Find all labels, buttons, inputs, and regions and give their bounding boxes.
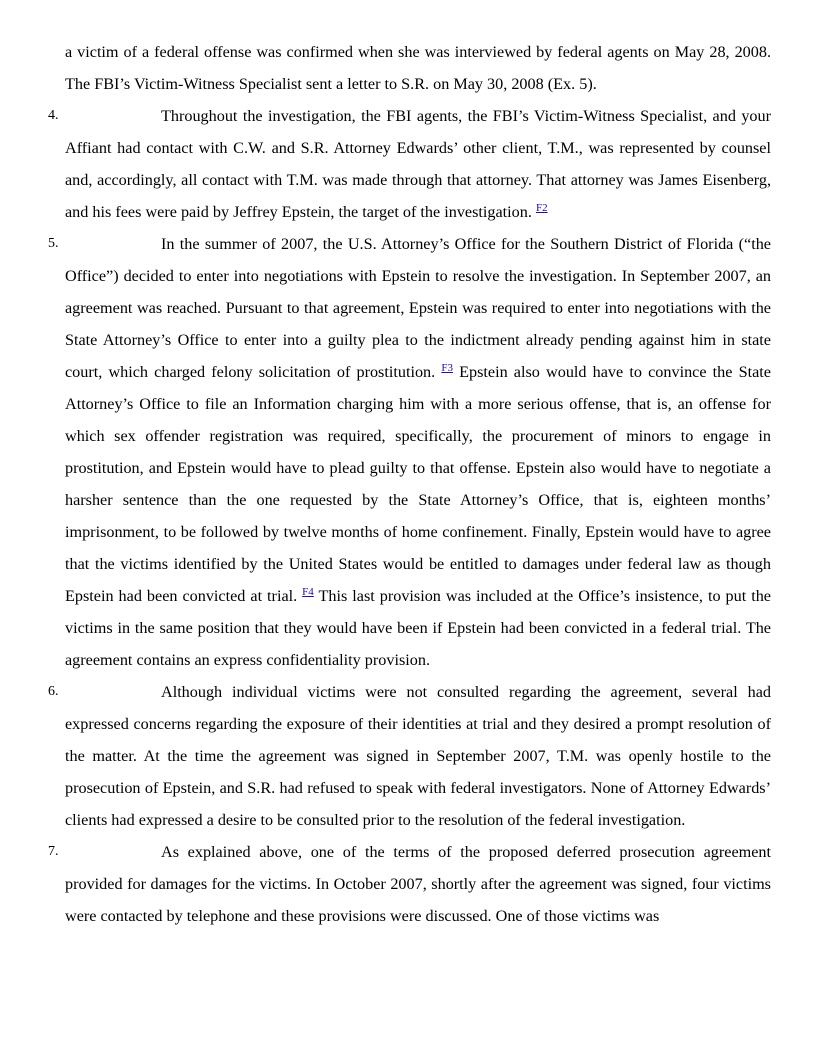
paragraph-text: Although individual victims were not consulted regarding the agreement, several had expressed concerns regarding the exposure of their identities at trial and they desired a prompt resolution of the matter. At the time the agreement was signed in September 2007, T.M. was openly hostile to the prosecution of Epstein, and S.R. had refused to speak with federal investigators. None of Attorney Edwards’ clients had expressed a desire to be consulted prior to the resolution of the federal investigation.	[65, 683, 771, 829]
paragraph-text: a victim of a federal offense was confirmed when she was interviewed by federal agents on May 28, 2008. The FBI’s Victim-Witness Specialist sent a letter to S.R. on May 30, 2008 (Ex. 5).	[65, 43, 771, 93]
document-page	[0, 36, 816, 932]
paragraph-4	[0, 100, 816, 228]
paragraph-text: This last provision was included at the Office’s insistence, to put the victims in the same position that they would have been if Epstein had been convicted in a federal trial. The agreement contains an express confidentiality provision.	[65, 587, 771, 669]
footnote-link-f2[interactable]: F2	[535, 202, 548, 214]
footnote-link-f3[interactable]: F3	[441, 362, 453, 374]
paragraph-number: 4.	[48, 108, 59, 123]
paragraph-5	[0, 228, 816, 676]
paragraph-text: Throughout the investigation, the FBI agents, the FBI’s Victim-Witness Specialist, and your Affiant had contact with C.W. and S.R. Attorney Edwards’ other client, T.M., was represented by counsel and, accordingly, all contact with T.M. was made through that attorney. That attorney was James Eisenberg, and his fees were paid by Jeffrey Epstein, the target of the investigation.	[65, 107, 771, 221]
paragraph-text: In the summer of 2007, the U.S. Attorney’s Office for the Southern District of Florida (“the Office”) decided to enter into negotiations with Epstein to resolve the investigation. In September 2007, an agreement was reached. Pursuant to that agreement, Epstein was required to enter into negotiations with the State Attorney’s Office to enter into a guilty plea to the indictment already pending against him in state court, which charged felony solicitation of prostitution.	[65, 235, 771, 381]
paragraph-number: 6.	[48, 684, 59, 699]
paragraph-text: Epstein also would have to convince the State Attorney’s Office to file an Information charging him with a more serious offense, that is, an offense for which sex offender registration was required, specifically, the procurement of minors to engage in prostitution, and Epstein would have to plead guilty to that offense. Epstein also would have to negotiate a harsher sentence than the one requested by the State Attorney’s Office, that is, eighteen months’ imprisonment, to be followed by twelve months of home confinement. Finally, Epstein would have to agree that the victims identified by the United States would be entitled to damages under federal law as though Epstein had been convicted at trial.	[65, 363, 771, 605]
paragraph-text: As explained above, one of the terms of the proposed deferred prosecution agreement provided for damages for the victims. In October 2007, shortly after the agreement was signed, four victims were contacted by telephone and these provisions were discussed. One of those victims was	[65, 843, 771, 925]
paragraph-7	[0, 836, 816, 932]
paragraph-6	[0, 676, 816, 836]
paragraph-number: 5.	[48, 236, 59, 251]
paragraph-number: 7.	[48, 844, 59, 859]
footnote-link-f4[interactable]: F4	[302, 586, 314, 598]
paragraph-continuation	[0, 36, 816, 100]
